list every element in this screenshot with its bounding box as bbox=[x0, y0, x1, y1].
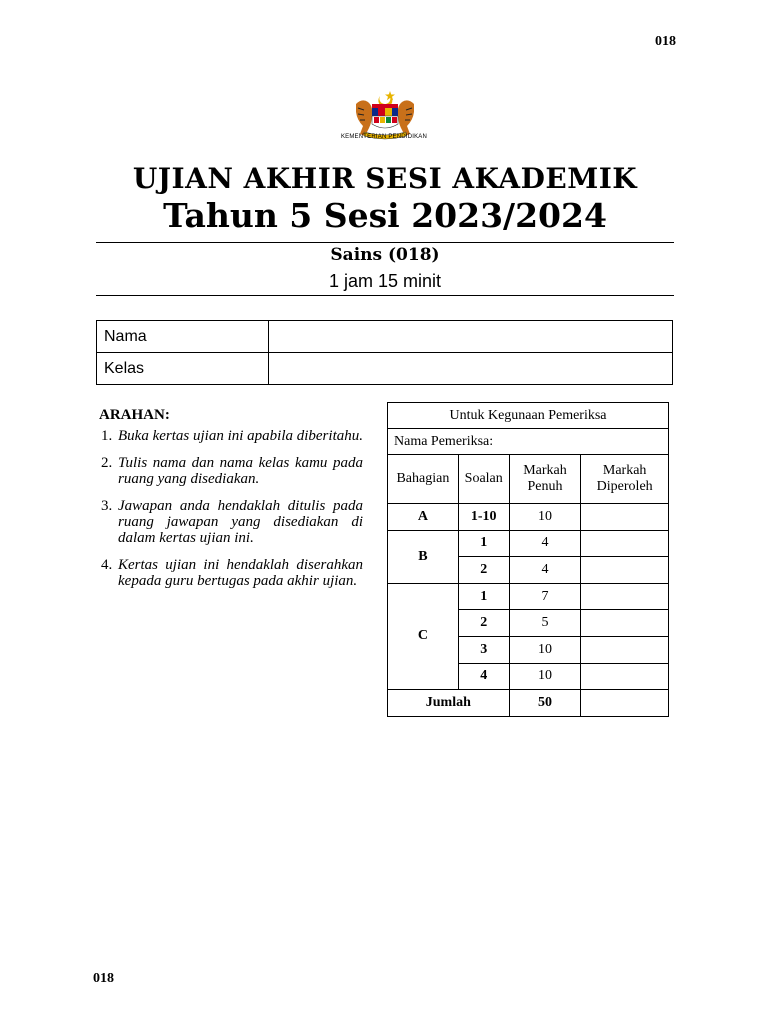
header-markah-diperoleh: Markah Diperoleh bbox=[581, 455, 669, 504]
full-marks: 10 bbox=[509, 504, 581, 531]
examiner-marks-table bbox=[387, 402, 669, 717]
header-markah-penuh: Markah Penuh bbox=[509, 455, 581, 504]
full-marks: 5 bbox=[509, 610, 581, 637]
question-number: 1 bbox=[458, 530, 509, 557]
table-row bbox=[388, 429, 669, 455]
table-header-row bbox=[388, 455, 669, 504]
item-text: Buka kertas ujian ini apabila diberitahu. bbox=[118, 428, 363, 444]
table-row bbox=[388, 504, 669, 531]
obtained-marks-field[interactable] bbox=[581, 636, 669, 663]
table-row bbox=[388, 403, 669, 429]
section-label: B bbox=[388, 530, 459, 583]
full-marks: 10 bbox=[509, 636, 581, 663]
section-label: A bbox=[388, 504, 459, 531]
item-number: 4. bbox=[101, 557, 113, 573]
full-marks: 7 bbox=[509, 583, 581, 610]
header-bahagian: Bahagian bbox=[388, 455, 459, 504]
question-number: 2 bbox=[458, 557, 509, 584]
class-field[interactable] bbox=[269, 353, 673, 385]
table-row bbox=[388, 530, 669, 557]
class-label: Kelas bbox=[97, 353, 269, 385]
obtained-marks-field[interactable] bbox=[581, 663, 669, 690]
table-row bbox=[388, 583, 669, 610]
name-field[interactable] bbox=[269, 321, 673, 353]
obtained-marks-field[interactable] bbox=[581, 583, 669, 610]
list-item bbox=[99, 455, 363, 487]
instructions-heading: ARAHAN: bbox=[99, 407, 170, 423]
header-soalan: Soalan bbox=[458, 455, 509, 504]
exam-year-session: Tahun 5 Sesi 2023/2024 bbox=[163, 196, 607, 235]
obtained-marks-field[interactable] bbox=[581, 557, 669, 584]
item-text: Jawapan anda hendaklah ditulis pada ruang jawapan yang disediakan di dalam kertas ujian ini. bbox=[118, 498, 363, 546]
full-marks: 10 bbox=[509, 663, 581, 690]
page-code-top: 018 bbox=[655, 34, 676, 49]
question-number: 1-10 bbox=[458, 504, 509, 531]
total-obtained-field[interactable] bbox=[581, 690, 669, 717]
instructions-list bbox=[99, 428, 363, 600]
item-text: Tulis nama dan nama kelas kamu pada ruang yang disediakan. bbox=[118, 455, 363, 487]
total-label: Jumlah bbox=[388, 690, 510, 717]
list-item bbox=[99, 428, 363, 444]
crest-caption: KEMENTERIAN PENDIDIKAN bbox=[340, 134, 428, 140]
full-marks: 4 bbox=[509, 530, 581, 557]
obtained-marks-field[interactable] bbox=[581, 504, 669, 531]
student-id-table bbox=[96, 320, 673, 385]
question-number: 3 bbox=[458, 636, 509, 663]
total-row bbox=[388, 690, 669, 717]
list-item bbox=[99, 498, 363, 546]
table-row bbox=[97, 321, 673, 353]
question-number: 2 bbox=[458, 610, 509, 637]
total-full-marks: 50 bbox=[509, 690, 581, 717]
section-label: C bbox=[388, 583, 459, 689]
item-number: 3. bbox=[101, 498, 113, 514]
list-item bbox=[99, 557, 363, 589]
examiner-table-title: Untuk Kegunaan Pemeriksa bbox=[388, 403, 669, 429]
full-marks: 4 bbox=[509, 557, 581, 584]
divider-bottom bbox=[96, 295, 674, 296]
item-text: Kertas ujian ini hendaklah diserahkan kepada guru bertugas pada akhir ujian. bbox=[118, 557, 363, 589]
exam-title: UJIAN AKHIR SESI AKADEMIK bbox=[132, 162, 638, 195]
question-number: 4 bbox=[458, 663, 509, 690]
item-number: 1. bbox=[101, 428, 113, 444]
page-code-bottom: 018 bbox=[93, 971, 114, 986]
exam-duration: 1 jam 15 minit bbox=[328, 271, 442, 291]
obtained-marks-field[interactable] bbox=[581, 610, 669, 637]
question-number: 1 bbox=[458, 583, 509, 610]
divider-top bbox=[96, 242, 674, 243]
subject-title: Sains (018) bbox=[330, 245, 440, 265]
name-label: Nama bbox=[97, 321, 269, 353]
item-number: 2. bbox=[101, 455, 113, 471]
table-row bbox=[97, 353, 673, 385]
examiner-name-field[interactable]: Nama Pemeriksa: bbox=[388, 429, 669, 455]
obtained-marks-field[interactable] bbox=[581, 530, 669, 557]
